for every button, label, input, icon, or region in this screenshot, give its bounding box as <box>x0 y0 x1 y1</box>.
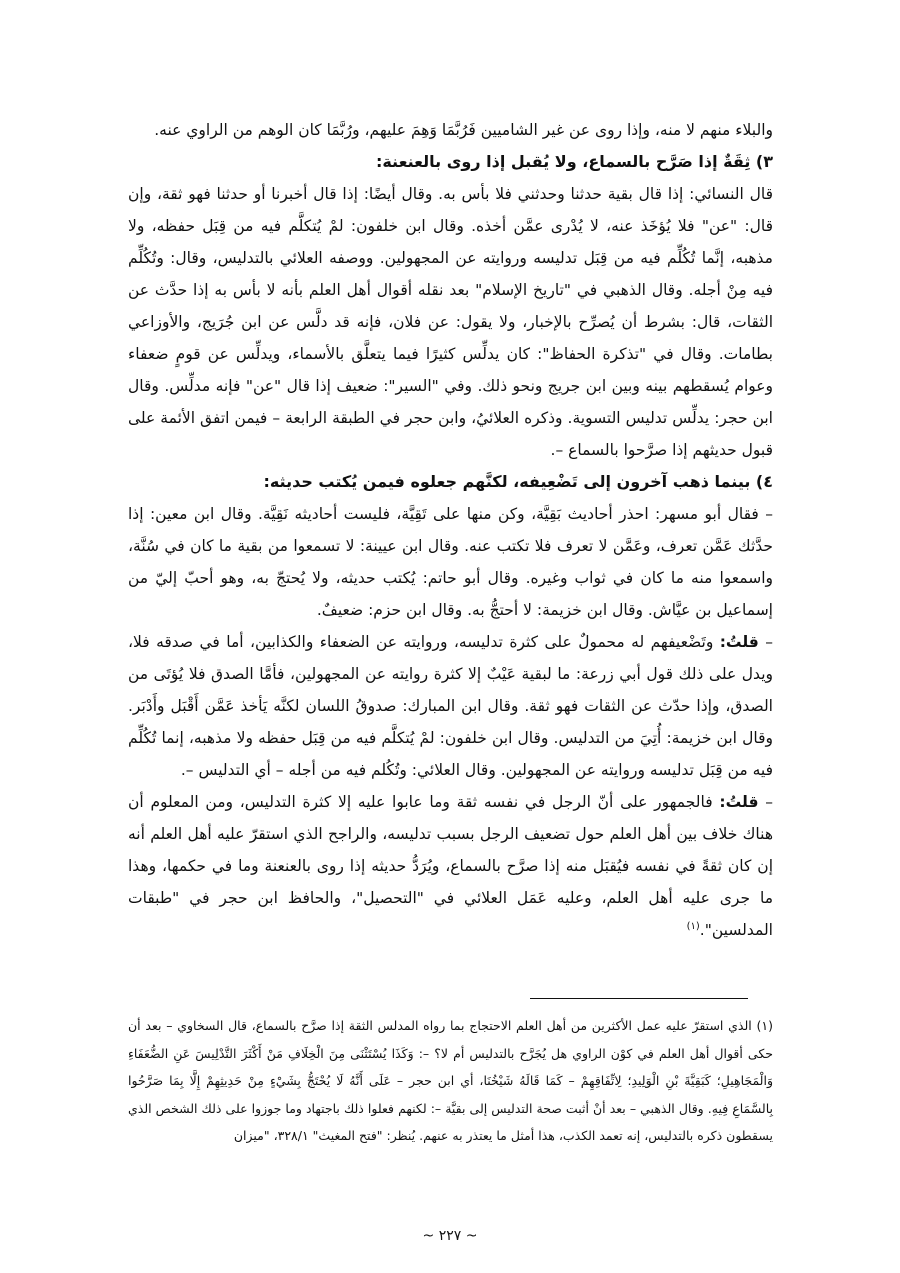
qultu-label: قلتُ: <box>719 793 759 811</box>
paragraph-qultu-1: – قلتُ: وتَضْعيفهم له محمولٌ على كثرة تدليسه، وروايته عن الضعفاء والكذابين، أما في صدقه فلا، ويدل على ذلك قول أبي زرعة: ما لبقية عَيْبٌ إلا كثرة روايته عن المجهولين، فأمَّا الصدق فلا يُؤتَى من الصدق، وإذا حدّث عن الثقات فهو ثقة. وقال ابن المبارك: صدوقُ اللسان لكنَّه يَأخذ عَمَّن أَقْبَل وأَدْبَر. وقال ابن خزيمة: أُتِيَ من التدليس. وقال ابن خلفون: لمْ يُتكلَّم فيه من قِبَل حفظه ولا مذهبه، إنما تُكُلِّم فيه من قِبَل تدليسه وروايته عن المجهولين. وقال العلائي: وتُكُلم فيه من أجله – أي التدليس –. <box>128 633 773 779</box>
footnote-area <box>128 1012 773 1150</box>
main-text <box>128 114 773 946</box>
footnote-1: (١) الذي استقرّ عليه عمل الأكثرين من أهل العلم الاحتجاج بما رواه المدلس الثقة إذا صرَّح بالسماع، قال السخاوي – بعد أن حكى أقوال أهل العلم في كوْن الراوي هل يُجَرَّح بالتدليس أم لا؟ –: وَكَذَا يُسْتَثْنَى مِنَ الْخِلَافِ مَنْ أَكْثَرَ التَّدْلِيسَ عَنِ الضُّعَفَاءِ وَالْمَجَاهِيلِ؛ كَبَقِيَّةَ بْنِ الْوَلِيدِ؛ لِاتِّفَاقِهِمْ – كَمَا قَالَهُ شَيْخُنَا، أي ابن حجر – عَلَى أَنَّهُ لَا يُحْتَجُّ بِشَيْءٍ مِنْ حَدِيثِهِمْ إِلَّا بِمَا صَرَّحُوا بِالسَّمَاعِ فِيهِ. وقال الذهبي – بعد أنْ أثبت صحة التدليس إلى بقيَّة –: لكنهم فعلوا ذلك باجتهاد وما جوزوا على ذلك الشخص الذي يسقطون ذكره بالتدليس، إنه تعمد الكذب، هذا أمثل ما يعتذر به عنهم. يُنظر: "فتح المغيث" ٣٢٨/١، "ميزان <box>128 1018 773 1143</box>
qultu-text: وتَضْعيفهم له محمولٌ على كثرة تدليسه، وروايته عن الضعفاء والكذابين، أما في صدقه فلا، ويدل على ذلك قول أبي زرعة: ما لبقية عَيْبٌ إلا كثرة روايته عن المجهولين، فأمَّا الصدق فلا يُؤتَى من الصدق، وإذا حدّث عن الثقات فهو ثقة. وقال ابن المبارك: صدوقُ اللسان لكنَّه يَأخذ عَمَّن أَقْبَل وأَدْبَر. وقال ابن خزيمة: أُتِيَ من التدليس. وقال ابن خلفون: لمْ يُتكلَّم فيه من قِبَل حفظه ولا مذهبه، إنما تُكُلِّم فيه من قِبَل تدليسه وروايته عن المجهولين. وقال العلائي: وتُكُلم فيه من أجله – أي التدليس –. <box>128 633 773 779</box>
heading-point-3: ٣) ثِقَةٌ إذا صَرَّح بالسماع، ولا يُقبل إذا روى بالعنعنة: <box>375 152 773 171</box>
qultu-label: قلتُ: <box>719 633 759 651</box>
footnote-separator <box>530 998 748 999</box>
footnote-reference: (١) <box>686 920 700 932</box>
heading-point-4: ٤) بينما ذهب آخرون إلى تَضْعِيفه، لكنَّهم جعلوه فيمن يُكتب حديثه: <box>263 472 773 491</box>
paragraph-abu-mushir: – فقال أبو مسهر: احذر أحاديث بَقِيَّة، وكن منها على تَقِيَّة، فليست أحاديثه نَقِيَّة. وقال ابن معين: إذا حدَّثك عَمَّن تعرف، وعَمَّن لا تعرف فلا تكتب عنه. وقال ابن عيينة: لا تسمعوا من بقية ما كان في سُنَّة، واسمعوا منه ما كان في ثواب وغيره. وقال أبو حاتم: يُكتب حديثه، ولا يُحتجّ به، وهو أحبّ إليّ من إسماعيل بن عيَّاش. وقال ابن خزيمة: لا أحتجُّ به. وقال ابن حزم: ضعيفٌ. <box>128 505 773 619</box>
paragraph-continuation: والبلاء منهم لا منه، وإذا روى عن غير الشاميين فَرُبَّمَا وَهِمَ عليهم، ورُبَّمَا كان الوهم من الراوي عنه. <box>154 121 773 139</box>
qultu-text: فالجمهور على أنّ الرجل في نفسه ثقة وما عابوا عليه إلا كثرة التدليس، ومن المعلوم أن هناك خلاف بين أهل العلم حول تضعيف الرجل بسبب تدليسه، والراجح الذي استقرّ عليه أهل العلم أنه إن كان ثقةً في نفسه فيُقبَل منه إذا صرَّح بالسماع، ويُرَدُّ حديثه إذا روى بالعنعنة وما في حكمها، وهذا ما جرى عليه أهل العلم، وعليه عَمَل العلائي في "التحصيل"، والحافظ ابن حجر في "طبقات المدلسين". <box>128 793 773 939</box>
paragraph-nasai: قال النسائي: إذا قال بقية حدثنا وحدثني فلا بأس به. وقال أيضًا: إذا قال أخبرنا أو حدثنا فهو ثقة، وإن قال: "عن" فلا يُؤخَذ عنه، لا يُدْرى عمَّن أخذه. وقال ابن خلفون: لمْ يُتكلَّم فيه من قِبَل حفظه، ولا مذهبه، إنَّما تُكُلِّم فيه من قِبَل تدليسه وروايته عن المجهولين. ووصفه العلائي بالتدليس، وقال: وتُكُلِّم فيه مِنْ أجله. وقال الذهبي في "تاريخ الإسلام" بعد نقله أقوال أهل العلم بأنه لا بأس به إذا حدَّث عن الثقات، قال: بشرط أن يُصرِّح بالإخبار، ولا يقول: عن فلان، فإنه قد دلَّس عن ابن جُرَيج، والأوزاعي بطامات. وقال في "تذكرة الحفاظ": كان يدلِّس كثيرًا فيما يتعلَّق بالأسماء، ويدلِّس عن قومٍ ضعفاء وعوام يُسقطهم بينه وبين ابن جريج ونحو ذلك. وفي "السير": ضعيف إذا قال "عن" فإنه مدلِّس. وقال ابن حجر: يدلِّس تدليس التسوية. وذكره العلائيُ، وابن حجر في الطبقة الرابعة – فيمن اتفق الأئمة على قبول حديثهم إذا صرَّحوا بالسماع –. <box>128 185 773 459</box>
page-number: ~ ٢٢٧ ~ <box>422 1228 478 1244</box>
paragraph-qultu-2: – قلتُ: فالجمهور على أنّ الرجل في نفسه ثقة وما عابوا عليه إلا كثرة التدليس، ومن المعلوم أن هناك خلاف بين أهل العلم حول تضعيف الرجل بسبب تدليسه، والراجح الذي استقرّ عليه أهل العلم أنه إن كان ثقةً في نفسه فيُقبَل منه إذا صرَّح بالسماع، ويُرَدُّ حديثه إذا روى بالعنعنة وما في حكمها، وهذا ما جرى عليه أهل العلم، وعليه عَمَل العلائي في "التحصيل"، والحافظ ابن حجر في "طبقات المدلسين".$^{(١)}$ <box>128 793 773 939</box>
